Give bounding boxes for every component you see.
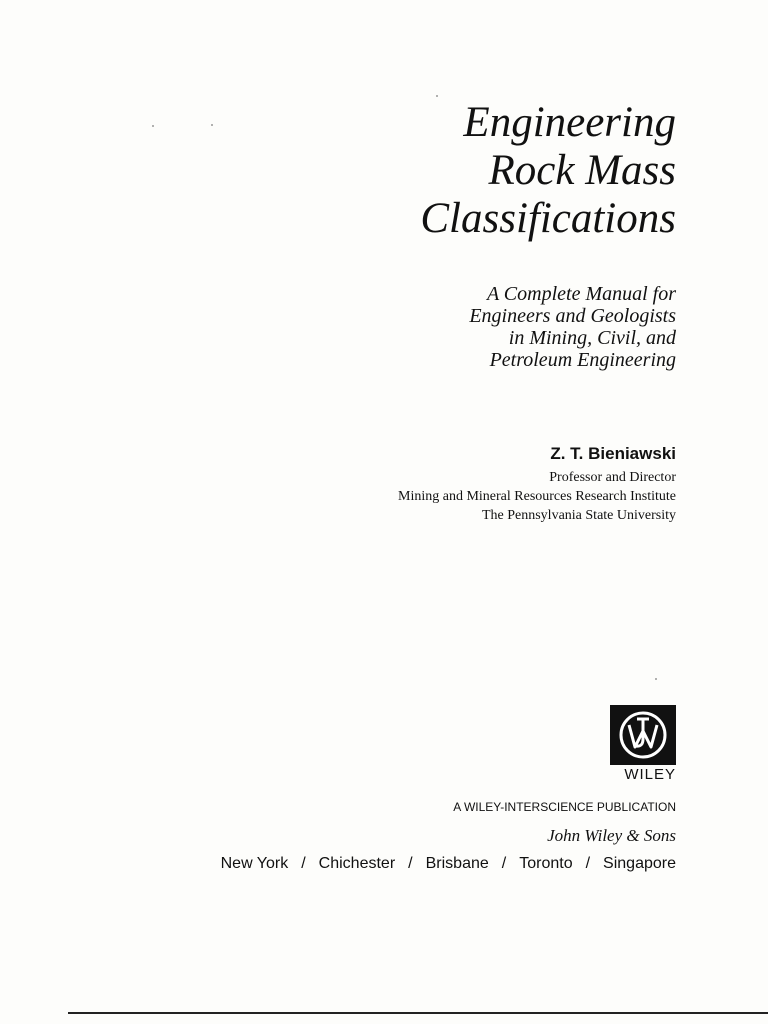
scan-speck (436, 95, 438, 97)
bottom-rule (68, 1012, 768, 1014)
city-singapore: Singapore (603, 855, 676, 872)
publisher-cities (221, 855, 676, 873)
scan-speck (152, 125, 154, 127)
author-university: The Pennsylvania State University (481, 508, 676, 523)
city-separator: / (585, 855, 591, 872)
subtitle-line-1: A Complete Manual for (486, 283, 676, 305)
city-separator: / (501, 855, 507, 872)
book-title-line-1: Engineering (463, 99, 676, 146)
city-separator: / (408, 855, 413, 872)
subtitle-line-4: Petroleum Engineering (489, 349, 676, 371)
city-chichester: Chichester (318, 855, 396, 872)
city-new-york: New York (220, 855, 289, 872)
city-brisbane: Brisbane (425, 855, 489, 872)
city-separator: / (301, 855, 306, 872)
wiley-logo-icon (610, 705, 676, 765)
author-name: Z. T. Bieniawski (550, 444, 676, 463)
book-title-line-2: Rock Mass (488, 147, 676, 194)
scan-speck (211, 124, 213, 126)
wiley-logo-wordmark: WILEY (624, 766, 676, 783)
author-institute: Mining and Mineral Resources Research Institute (398, 489, 676, 504)
subtitle-line-2: Engineers and Geologists (469, 305, 676, 327)
city-toronto: Toronto (519, 855, 573, 872)
scan-speck (655, 678, 657, 680)
publisher-name: John Wiley & Sons (547, 826, 676, 845)
subtitle-line-3: in Mining, Civil, and (508, 327, 676, 349)
imprint-line: A WILEY-INTERSCIENCE PUBLICATION (453, 800, 676, 814)
book-title-line-3: Classifications (420, 195, 676, 242)
author-role: Professor and Director (549, 470, 676, 485)
